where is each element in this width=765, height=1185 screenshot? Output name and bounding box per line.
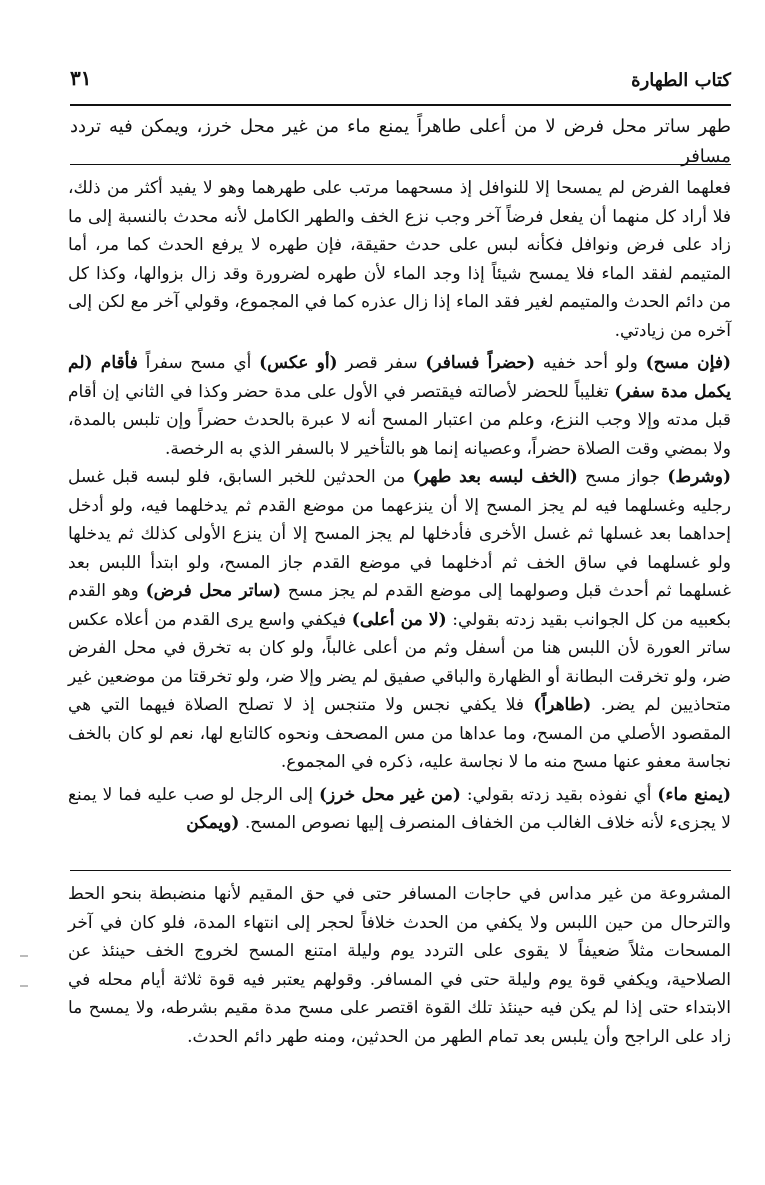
page-number: ٣١	[70, 66, 92, 90]
matn-quote: (الخف لبسه بعد طهر)	[412, 467, 578, 487]
commentary-paragraph-2	[68, 349, 731, 463]
commentary-text: وهو القدم بكعبيه من كل الجوانب بقيد زدته بقولي:	[68, 581, 731, 630]
footnote-divider	[70, 870, 731, 871]
matn-quote: (من غير محل خرز)	[318, 784, 461, 805]
commentary-text: سفر قصر	[337, 353, 426, 373]
commentary-text: ولو أحد خفيه	[535, 353, 646, 373]
matn-quote: فأقام (لم يكمل مدة سفر)	[68, 353, 731, 402]
commentary-text: إلى الرجل لو صب عليه فما لا يمنع لا يجزىء لأنه خلاف الغالب من الخفاف المنصرف إليها نصوص المسح.	[68, 784, 731, 833]
matn-text: طهر ساتر محل فرض لا من أعلى طاهراً يمنع ماء من غير محل خرز، ويمكن فيه تردد مسافر	[70, 112, 731, 165]
commentary-paragraph-4	[68, 781, 731, 838]
commentary-text: أي نفوذه بقيد زدته بقولي:	[460, 784, 658, 805]
margin-mark	[20, 955, 28, 957]
footnote-section	[68, 880, 731, 1051]
matn-quote: (طاهراً)	[533, 695, 592, 715]
commentary-text: أي مسح سفراً	[137, 353, 260, 373]
footnote-text: المشروعة من غير مداس في حاجات المسافر حتى في حق المقيم لأنها منضبطة بنحو الحط والترحال من حين اللبس ولا يكفي من الحدث خلافاً لحجر إلى انتهاء المدة، فلو كان في آخر المسحات مثلاً ضعيفاً لا يقوى على التردد يوم وليلة امتنع المسح لخروج الخف حينئذ عن الصلاحية، ويكفي قوة يوم وليلة حتى في المسافر. وقولهم يعتبر فيه قوة ثلاثة أيام محله في الابتداء حتى إذا لم يكن فيه حينئذ تلك القوة اقتصر على مسح مدة مقيم بشرطه، ولا يمسح ما زاد على الراجح وأن يلبس بعد تمام الطهر من الحدثين، ومنه طهر دائم الحدث.	[68, 884, 731, 1047]
matn-quote: (حضراً فسافر)	[425, 353, 535, 373]
running-title: كتاب الطهارة	[631, 70, 731, 91]
commentary-body	[68, 174, 731, 838]
commentary-text: جواز مسح	[577, 467, 668, 487]
matn-quote: (ويمكن	[186, 813, 240, 833]
commentary-text: فلا يكفي نجس ولا متنجس إذ لا تصلح الصلاة فيهما التي هي المقصود الأصلي من المسح، وما عداها من مس المصحف ونحوه كالتابع لها، نعم لو كان بالخف نجاسة معفو عنها مسح منه ما لا نجاسة عليه، ذكره في المجموع.	[68, 695, 731, 772]
matn-quote: (لا من أعلى)	[351, 609, 447, 630]
commentary-text: تغليباً للحضر لأصالته فيقتصر في الأول على مدة حضر وكذا في الثاني إن أقام قبل مدته وإلا وجب النزع، وعلم من اعتبار المسح أنه لا عبرة بالحدث حضراً وإن تلبس بالمدة، ولا بمضي وقت الصلاة حضراً، وعصيانه إنما هو بالتأخير لا بالسفر الذي به الرخصة.	[68, 381, 731, 459]
matn-quote: (وشرط)	[667, 467, 731, 487]
matn-quote: (يمنع ماء)	[657, 784, 731, 805]
page-header	[70, 64, 731, 106]
commentary-paragraph-1: فعلهما الفرض لم يمسحا إلا للنوافل إذ مسحهما مرتب على طهرهما وهو لا يفيد أكثر من ذلك، فلا أراد كل منهما أن يفعل فرضاً آخر وجب نزع الخف والطهر الكامل لأنه محدث بالنسبة إلى ما زاد على فرض ونوافل فكأنه لبس على حدث حقيقة، فإن طهره لا يرفع الحدث كما مر، أما المتيمم لفقد الماء فلا يمسح شيئاً إذا وجد الماء لأن طهره لضرورة وقد زال بزوالها، وكذا كل من دائم الحدث والمتيمم لغير فقد الماء إذا زال عذره كما في المجموع، وقولي آخر مع لكن إلى آخره من زيادتي.	[68, 178, 731, 341]
matn-quote: (ساتر محل فرض)	[145, 581, 282, 601]
commentary-paragraph-3	[68, 463, 731, 777]
margin-mark	[20, 985, 28, 987]
matn-quote: (فإن مسح)	[645, 353, 732, 373]
commentary-text: من الحدثين للخبر السابق، فلو لبسه قبل غسل رجليه وغسلهما فيه لم يجز المسح إلا أن ينزعهما من موضع القدم ثم يدخلهما فيه، ولو أدخل إحداهما بعد غسلها ثم غسل الأخرى فأدخلها لم يجز المسح إلا أن ينزع الأولى كذلك ثم يدخلها ولو غسلهما في ساق الخف ثم أدخلهما في موضع القدم جاز المسح، ولو ابتدأ اللبس بعد غسلهما ثم أحدث قبل وصولهما إلى موضع القدم لم يجز مسح	[68, 467, 731, 601]
matn-quote: (أو عكس)	[259, 353, 338, 373]
commentary-text: فيكفي واسع يرى القدم من أعلاه عكس ساتر العورة لأن اللبس هنا من أسفل وثم من أعلى غالباً، ولو كان به تخرق في محل الفرض ضر، ولو تخرقت البطانة أو الظهارة والباقي صفيق لم يضر وإلا ضر، ولو تخرقتا من موضعين غير متحاذيين لم يضر.	[68, 609, 731, 715]
